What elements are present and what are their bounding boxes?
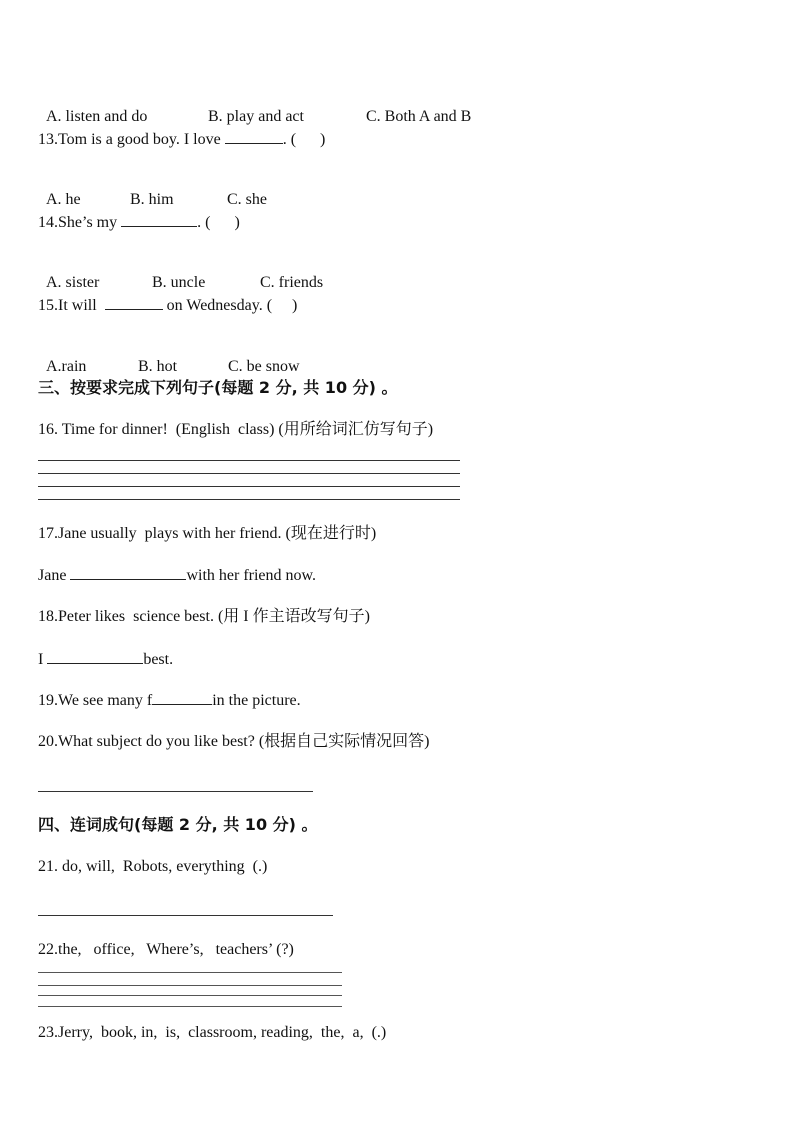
q21-question: 21. do, will, Robots, everything (.) xyxy=(38,858,268,875)
q17-blank[interactable] xyxy=(70,565,186,580)
q18-question: 18.Peter likes science best. (用 I 作主语改写句子) xyxy=(38,608,370,625)
q12-option-b: B. play and act xyxy=(208,108,304,125)
q19-text: 19.We see many f xyxy=(38,692,153,709)
q18-answer-prefix: I xyxy=(38,651,48,668)
q20-answer-line[interactable] xyxy=(38,791,313,792)
q15-paren: on Wednesday. ( ) xyxy=(162,297,298,314)
q18-blank[interactable] xyxy=(47,649,143,664)
q16-answer-line-3[interactable] xyxy=(38,486,460,487)
q14-question xyxy=(38,212,240,233)
q13-blank[interactable] xyxy=(225,129,283,144)
q15-question xyxy=(38,295,297,316)
q14-blank[interactable] xyxy=(121,212,197,227)
q14-option-c: C. friends xyxy=(260,274,324,291)
q15-option-b: B. hot xyxy=(138,358,178,375)
section-3-heading: 三、按要求完成下列句子(每题 2 分, 共 10 分) 。 xyxy=(38,378,398,397)
q16-answer-line-2[interactable] xyxy=(38,473,460,474)
q16-question: 16. Time for dinner! (English class) (用所给词汇仿写句子) xyxy=(38,421,434,438)
section-4-heading: 四、连词成句(每题 2 分, 共 10 分) 。 xyxy=(38,815,318,834)
q22-answer-line-1[interactable] xyxy=(38,972,342,973)
q14-options xyxy=(38,253,323,293)
q17-answer-suffix: with her friend now. xyxy=(186,567,317,584)
q13-option-b: B. him xyxy=(130,191,174,208)
q14-paren: . ( ) xyxy=(197,214,240,231)
q19-blank[interactable] xyxy=(152,690,212,705)
q15-option-a: A.rain xyxy=(46,358,87,375)
q15-options xyxy=(38,337,300,377)
q22-answer-line-2[interactable] xyxy=(38,985,342,986)
q13-options xyxy=(38,170,267,210)
q23-question: 23.Jerry, book, in, is, classroom, reading, the, a, (.) xyxy=(38,1024,387,1041)
q16-answer-line-4[interactable] xyxy=(38,499,460,500)
q15-text: 15.It will xyxy=(38,297,105,314)
q17-answer xyxy=(38,565,316,586)
q13-question xyxy=(38,129,325,150)
q17-question: 17.Jane usually plays with her friend. (现在进行时) xyxy=(38,525,377,542)
q12-option-c: C. Both A and B xyxy=(366,108,472,125)
q13-text: 13.Tom is a good boy. I love xyxy=(38,131,225,148)
q22-answer-line-3[interactable] xyxy=(38,995,342,996)
q13-option-c: C. she xyxy=(227,191,267,208)
q12-options xyxy=(38,87,471,127)
q18-answer xyxy=(38,649,173,670)
q12-option-a: A. listen and do xyxy=(46,108,148,125)
q22-answer-line-4[interactable] xyxy=(38,1006,342,1007)
q14-option-a: A. sister xyxy=(46,274,100,291)
q15-blank[interactable] xyxy=(105,295,163,310)
q13-paren: . ( ) xyxy=(282,131,326,148)
q19-question xyxy=(38,690,301,711)
q17-answer-prefix: Jane xyxy=(38,567,71,584)
q14-text: 14.She’s my xyxy=(38,214,122,231)
q18-answer-suffix: best. xyxy=(143,651,174,668)
q20-question: 20.What subject do you like best? (根据自己实际情况回答) xyxy=(38,733,430,750)
q16-answer-line-1[interactable] xyxy=(38,460,460,461)
q13-option-a: A. he xyxy=(46,191,81,208)
q19-suffix: in the picture. xyxy=(212,692,301,709)
q21-answer-line[interactable] xyxy=(38,915,333,916)
q15-option-c: C. be snow xyxy=(228,358,300,375)
q14-option-b: B. uncle xyxy=(152,274,206,291)
q22-question: 22.the, office, Where’s, teachers’ (?) xyxy=(38,941,294,958)
